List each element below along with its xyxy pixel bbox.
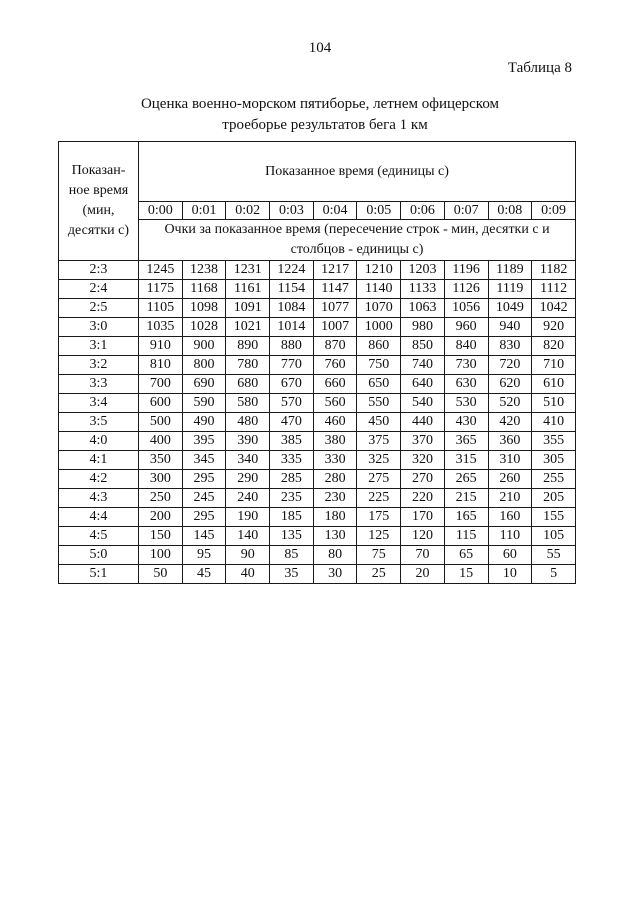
seconds-header-cell: 0:07 (444, 202, 488, 220)
score-cell: 810 (139, 356, 183, 375)
score-cell: 60 (488, 546, 532, 565)
score-cell: 870 (313, 337, 357, 356)
table-row (59, 280, 576, 299)
score-cell: 355 (532, 432, 576, 451)
score-cell: 540 (401, 394, 445, 413)
table-row (59, 508, 576, 527)
score-cell: 40 (226, 565, 270, 584)
score-cell: 1133 (401, 280, 445, 299)
score-cell: 215 (444, 489, 488, 508)
score-cell: 700 (139, 375, 183, 394)
score-cell: 470 (270, 413, 314, 432)
score-cell: 70 (401, 546, 445, 565)
score-cell: 1196 (444, 261, 488, 280)
table-row (59, 261, 576, 280)
score-cell: 1077 (313, 299, 357, 318)
score-cell: 840 (444, 337, 488, 356)
table-body (59, 261, 576, 584)
row-time-cell: 2:3 (59, 261, 139, 280)
corner-line: десятки с) (67, 223, 130, 238)
table-row (59, 451, 576, 470)
score-cell: 1231 (226, 261, 270, 280)
score-cell: 1105 (139, 299, 183, 318)
table-row (59, 432, 576, 451)
score-cell: 860 (357, 337, 401, 356)
score-cell: 80 (313, 546, 357, 565)
page-number: 104 (308, 40, 332, 56)
score-cell: 1049 (488, 299, 532, 318)
score-cell: 1175 (139, 280, 183, 299)
row-time-cell: 4:2 (59, 470, 139, 489)
score-cell: 45 (182, 565, 226, 584)
score-cell: 1042 (532, 299, 576, 318)
score-cell: 410 (532, 413, 576, 432)
score-cell: 710 (532, 356, 576, 375)
table-label: Таблица 8 (507, 60, 572, 76)
score-cell: 50 (139, 565, 183, 584)
score-cell: 190 (226, 508, 270, 527)
score-cell: 720 (488, 356, 532, 375)
score-cell: 900 (182, 337, 226, 356)
score-cell: 510 (532, 394, 576, 413)
score-cell: 295 (182, 508, 226, 527)
score-cell: 210 (488, 489, 532, 508)
score-cell: 175 (357, 508, 401, 527)
score-cell: 630 (444, 375, 488, 394)
score-cell: 750 (357, 356, 401, 375)
score-cell: 200 (139, 508, 183, 527)
points-header: Очки за показанное время (пересечение строк - мин, десятки с и столбцов - единицы с) (139, 220, 576, 261)
score-cell: 780 (226, 356, 270, 375)
score-cell: 305 (532, 451, 576, 470)
score-cell: 285 (270, 470, 314, 489)
score-cell: 820 (532, 337, 576, 356)
table-row (59, 318, 576, 337)
score-cell: 5 (532, 565, 576, 584)
table-row (59, 337, 576, 356)
row-time-cell: 3:3 (59, 375, 139, 394)
score-cell: 890 (226, 337, 270, 356)
score-cell: 1245 (139, 261, 183, 280)
corner-line: ное время (68, 183, 129, 198)
seconds-header-cell: 0:00 (139, 202, 183, 220)
score-cell: 245 (182, 489, 226, 508)
score-cell: 105 (532, 527, 576, 546)
score-cell: 1182 (532, 261, 576, 280)
row-time-cell: 3:1 (59, 337, 139, 356)
score-cell: 570 (270, 394, 314, 413)
score-cell: 980 (401, 318, 445, 337)
score-cell: 1084 (270, 299, 314, 318)
title-line-2: троеборье результатов бега 1 км (222, 117, 428, 133)
score-cell: 1070 (357, 299, 401, 318)
score-cell: 290 (226, 470, 270, 489)
score-cell: 590 (182, 394, 226, 413)
score-cell: 850 (401, 337, 445, 356)
score-cell: 55 (532, 546, 576, 565)
seconds-header-cell: 0:08 (488, 202, 532, 220)
score-cell: 760 (313, 356, 357, 375)
score-cell: 1189 (488, 261, 532, 280)
score-cell: 1154 (270, 280, 314, 299)
score-cell: 240 (226, 489, 270, 508)
score-cell: 580 (226, 394, 270, 413)
score-cell: 345 (182, 451, 226, 470)
row-time-cell: 2:4 (59, 280, 139, 299)
score-cell: 740 (401, 356, 445, 375)
score-cell: 830 (488, 337, 532, 356)
score-cell: 185 (270, 508, 314, 527)
row-time-cell: 3:5 (59, 413, 139, 432)
score-cell: 125 (357, 527, 401, 546)
score-cell: 315 (444, 451, 488, 470)
row-time-cell: 4:3 (59, 489, 139, 508)
score-cell: 920 (532, 318, 576, 337)
score-cell: 135 (270, 527, 314, 546)
score-cell: 155 (532, 508, 576, 527)
score-cell: 325 (357, 451, 401, 470)
score-cell: 560 (313, 394, 357, 413)
score-cell: 20 (401, 565, 445, 584)
score-cell: 320 (401, 451, 445, 470)
table-row (59, 527, 576, 546)
score-cell: 375 (357, 432, 401, 451)
score-cell: 430 (444, 413, 488, 432)
table-row (59, 489, 576, 508)
score-cell: 115 (444, 527, 488, 546)
score-cell: 75 (357, 546, 401, 565)
score-cell: 460 (313, 413, 357, 432)
score-cell: 690 (182, 375, 226, 394)
score-cell: 1091 (226, 299, 270, 318)
score-cell: 310 (488, 451, 532, 470)
row-time-cell: 3:0 (59, 318, 139, 337)
score-cell: 1112 (532, 280, 576, 299)
score-cell: 1217 (313, 261, 357, 280)
score-cell: 230 (313, 489, 357, 508)
score-cell: 1056 (444, 299, 488, 318)
score-cell: 95 (182, 546, 226, 565)
score-cell: 770 (270, 356, 314, 375)
score-cell: 35 (270, 565, 314, 584)
score-cell: 120 (401, 527, 445, 546)
score-cell: 150 (139, 527, 183, 546)
score-cell: 205 (532, 489, 576, 508)
score-cell: 1210 (357, 261, 401, 280)
score-cell: 25 (357, 565, 401, 584)
document-title (80, 94, 560, 136)
score-cell: 550 (357, 394, 401, 413)
score-cell: 220 (401, 489, 445, 508)
score-cell: 500 (139, 413, 183, 432)
corner-line: Показан- (71, 163, 126, 178)
score-cell: 365 (444, 432, 488, 451)
score-cell: 610 (532, 375, 576, 394)
score-cell: 910 (139, 337, 183, 356)
table-row (59, 375, 576, 394)
scores-table (58, 141, 576, 584)
score-cell: 110 (488, 527, 532, 546)
score-cell: 250 (139, 489, 183, 508)
row-time-cell: 2:5 (59, 299, 139, 318)
time-units-header: Показанное время (единицы с) (139, 142, 576, 202)
row-time-cell: 3:4 (59, 394, 139, 413)
score-cell: 1203 (401, 261, 445, 280)
score-cell: 660 (313, 375, 357, 394)
seconds-header-cell: 0:02 (226, 202, 270, 220)
score-cell: 165 (444, 508, 488, 527)
table-row (59, 565, 576, 584)
score-cell: 300 (139, 470, 183, 489)
score-cell: 680 (226, 375, 270, 394)
table-row (59, 299, 576, 318)
score-cell: 280 (313, 470, 357, 489)
score-cell: 130 (313, 527, 357, 546)
score-cell: 1028 (182, 318, 226, 337)
score-cell: 160 (488, 508, 532, 527)
score-cell: 295 (182, 470, 226, 489)
score-cell: 1238 (182, 261, 226, 280)
score-cell: 360 (488, 432, 532, 451)
seconds-header-cell: 0:04 (313, 202, 357, 220)
score-cell: 960 (444, 318, 488, 337)
score-cell: 100 (139, 546, 183, 565)
seconds-header-cell: 0:06 (401, 202, 445, 220)
score-cell: 1224 (270, 261, 314, 280)
score-cell: 1147 (313, 280, 357, 299)
score-cell: 1126 (444, 280, 488, 299)
score-cell: 420 (488, 413, 532, 432)
score-cell: 225 (357, 489, 401, 508)
score-cell: 620 (488, 375, 532, 394)
score-cell: 370 (401, 432, 445, 451)
score-cell: 385 (270, 432, 314, 451)
table-row (59, 356, 576, 375)
row-time-cell: 4:5 (59, 527, 139, 546)
score-cell: 170 (401, 508, 445, 527)
score-cell: 330 (313, 451, 357, 470)
score-cell: 260 (488, 470, 532, 489)
score-cell: 730 (444, 356, 488, 375)
score-cell: 1119 (488, 280, 532, 299)
score-cell: 1098 (182, 299, 226, 318)
seconds-header-cell: 0:05 (357, 202, 401, 220)
score-cell: 670 (270, 375, 314, 394)
score-cell: 145 (182, 527, 226, 546)
score-cell: 380 (313, 432, 357, 451)
score-cell: 340 (226, 451, 270, 470)
score-cell: 15 (444, 565, 488, 584)
corner-line: (мин, (82, 203, 115, 218)
score-cell: 650 (357, 375, 401, 394)
row-time-cell: 5:0 (59, 546, 139, 565)
seconds-header-cell: 0:09 (532, 202, 576, 220)
score-cell: 395 (182, 432, 226, 451)
seconds-header-cell: 0:01 (182, 202, 226, 220)
score-cell: 335 (270, 451, 314, 470)
score-cell: 600 (139, 394, 183, 413)
row-time-cell: 4:1 (59, 451, 139, 470)
score-cell: 10 (488, 565, 532, 584)
score-cell: 1063 (401, 299, 445, 318)
score-cell: 1021 (226, 318, 270, 337)
score-cell: 400 (139, 432, 183, 451)
row-time-cell: 4:0 (59, 432, 139, 451)
score-cell: 880 (270, 337, 314, 356)
score-cell: 90 (226, 546, 270, 565)
title-line-1: Оценка военно-морском пятиборье, летнем офицерском (140, 96, 500, 112)
score-cell: 440 (401, 413, 445, 432)
score-cell: 140 (226, 527, 270, 546)
row-time-cell: 5:1 (59, 565, 139, 584)
score-cell: 275 (357, 470, 401, 489)
score-cell: 235 (270, 489, 314, 508)
score-cell: 530 (444, 394, 488, 413)
row-time-cell: 4:4 (59, 508, 139, 527)
score-cell: 30 (313, 565, 357, 584)
table-row (59, 470, 576, 489)
score-cell: 255 (532, 470, 576, 489)
score-cell: 450 (357, 413, 401, 432)
score-cell: 85 (270, 546, 314, 565)
score-cell: 390 (226, 432, 270, 451)
score-cell: 640 (401, 375, 445, 394)
shown-time-header (59, 142, 139, 261)
score-cell: 270 (401, 470, 445, 489)
score-cell: 1140 (357, 280, 401, 299)
score-cell: 65 (444, 546, 488, 565)
score-cell: 520 (488, 394, 532, 413)
score-cell: 480 (226, 413, 270, 432)
score-cell: 800 (182, 356, 226, 375)
score-cell: 1168 (182, 280, 226, 299)
score-cell: 1007 (313, 318, 357, 337)
score-cell: 1035 (139, 318, 183, 337)
table-row (59, 546, 576, 565)
score-cell: 350 (139, 451, 183, 470)
table-row (59, 394, 576, 413)
score-cell: 490 (182, 413, 226, 432)
score-cell: 1014 (270, 318, 314, 337)
score-cell: 265 (444, 470, 488, 489)
seconds-header-cell: 0:03 (270, 202, 314, 220)
row-time-cell: 3:2 (59, 356, 139, 375)
score-cell: 940 (488, 318, 532, 337)
score-cell: 1161 (226, 280, 270, 299)
score-cell: 180 (313, 508, 357, 527)
score-cell: 1000 (357, 318, 401, 337)
table-row (59, 413, 576, 432)
